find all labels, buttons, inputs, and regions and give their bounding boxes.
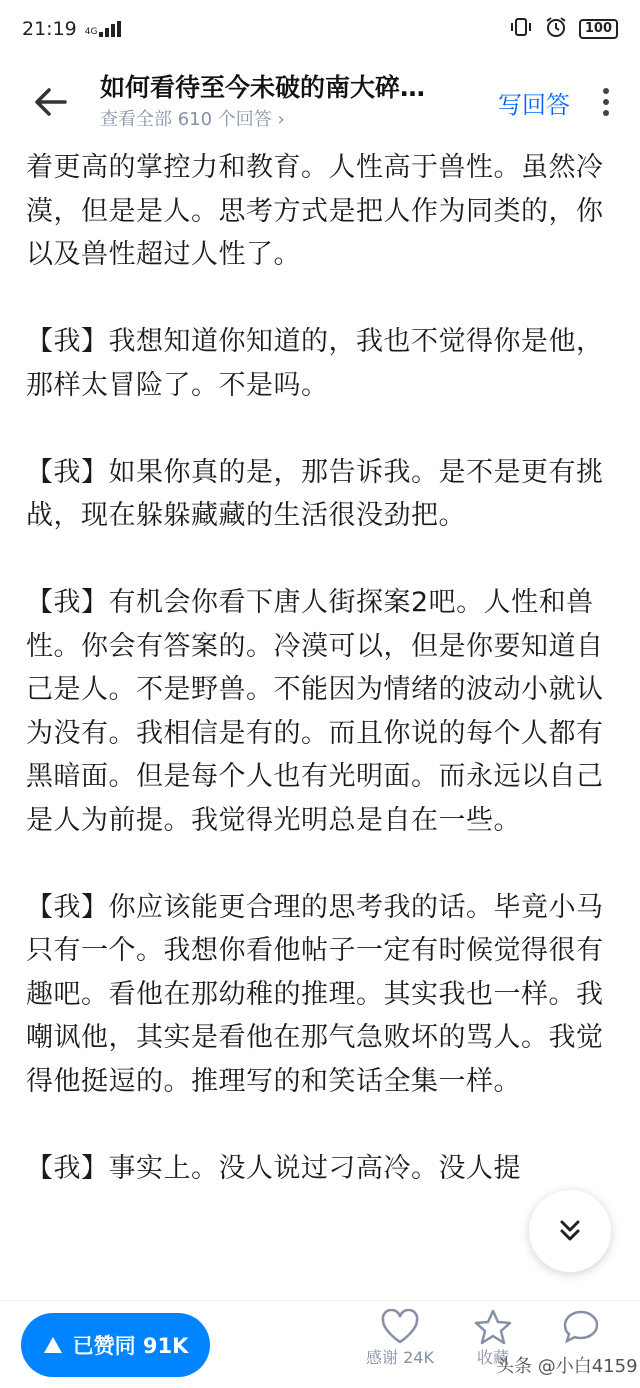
- watermark: 头条 @小白4159: [496, 1356, 638, 1377]
- agree-label: 已赞同 91K: [72, 1334, 189, 1358]
- more-dot-icon: [603, 99, 609, 105]
- write-answer-button[interactable]: 写回答: [498, 90, 570, 119]
- battery-icon: 100: [579, 19, 618, 39]
- more-options-button[interactable]: [592, 88, 620, 116]
- answer-content: [26, 146, 616, 1234]
- network-type: 4G: [84, 27, 98, 37]
- double-chevron-down-icon: [557, 1218, 583, 1244]
- thanks-label: 感谢 24K: [366, 1348, 434, 1367]
- more-dot-icon: [603, 110, 609, 116]
- status-time: 21:19: [22, 18, 77, 40]
- answer-paragraph: 【我】事实上。没人说过刁高冷。没人提: [26, 1152, 521, 1184]
- arrow-left-icon: [33, 87, 67, 117]
- star-icon: [474, 1309, 512, 1345]
- answer-paragraph: 着更高的掌控力和教育。人性高于兽性。虽然冷漠，但是是人。思考方式是把人作为同类的，你以及兽性超过人性了。: [26, 152, 604, 270]
- answer-paragraph: 【我】我想知道你知道的，我也不觉得你是他，那样太冒险了。不是吗。: [26, 326, 604, 401]
- answer-paragraph: 【我】有机会你看下唐人街探案2吧。人性和兽性。你会有答案的。冷漠可以，但是你要知道自己是人。不是野兽。不能因为情绪的波动小就认为没有。我相信是有的。而且你说的每个人都有黑暗面。但是每个人也有光明面。而永远以自己是人为前提。我觉得光明总是自在一些。: [26, 587, 604, 836]
- comment-button[interactable]: [562, 1309, 600, 1345]
- answer-paragraph: 【我】你应该能更合理的思考我的话。毕竟小马只有一个。我想你看他帖子一定有时候觉得很有趣吧。看他在那幼稚的推理。其实我也一样。我嘲讽他，其实是看他在那气急败坏的骂人。我觉得他挺逗的。推理写的和笑话全集一样。: [26, 891, 604, 1097]
- question-title[interactable]: 如何看待至今未破的南大碎…: [100, 73, 426, 102]
- next-answer-button[interactable]: [529, 1190, 611, 1272]
- more-dot-icon: [603, 88, 609, 94]
- heart-icon: [380, 1309, 420, 1345]
- view-all-answers-link[interactable]: 查看全部 610 个回答 ›: [100, 109, 285, 130]
- vibrate-icon: [509, 17, 533, 42]
- favorite-label: 收藏: [476, 1348, 509, 1367]
- alarm-icon: [545, 16, 567, 43]
- status-bar: [0, 0, 640, 58]
- triangle-up-icon: [43, 1336, 63, 1354]
- back-button[interactable]: [0, 58, 100, 146]
- answer-paragraph: 【我】如果你真的是，那告诉我。是不是更有挑战，现在躲躲藏藏的生活很没劲把。: [26, 456, 604, 531]
- top-header: [0, 58, 640, 146]
- comment-icon: [562, 1309, 600, 1345]
- agree-button[interactable]: [21, 1313, 210, 1377]
- thanks-button[interactable]: [366, 1309, 434, 1368]
- signal-icon: [85, 21, 122, 37]
